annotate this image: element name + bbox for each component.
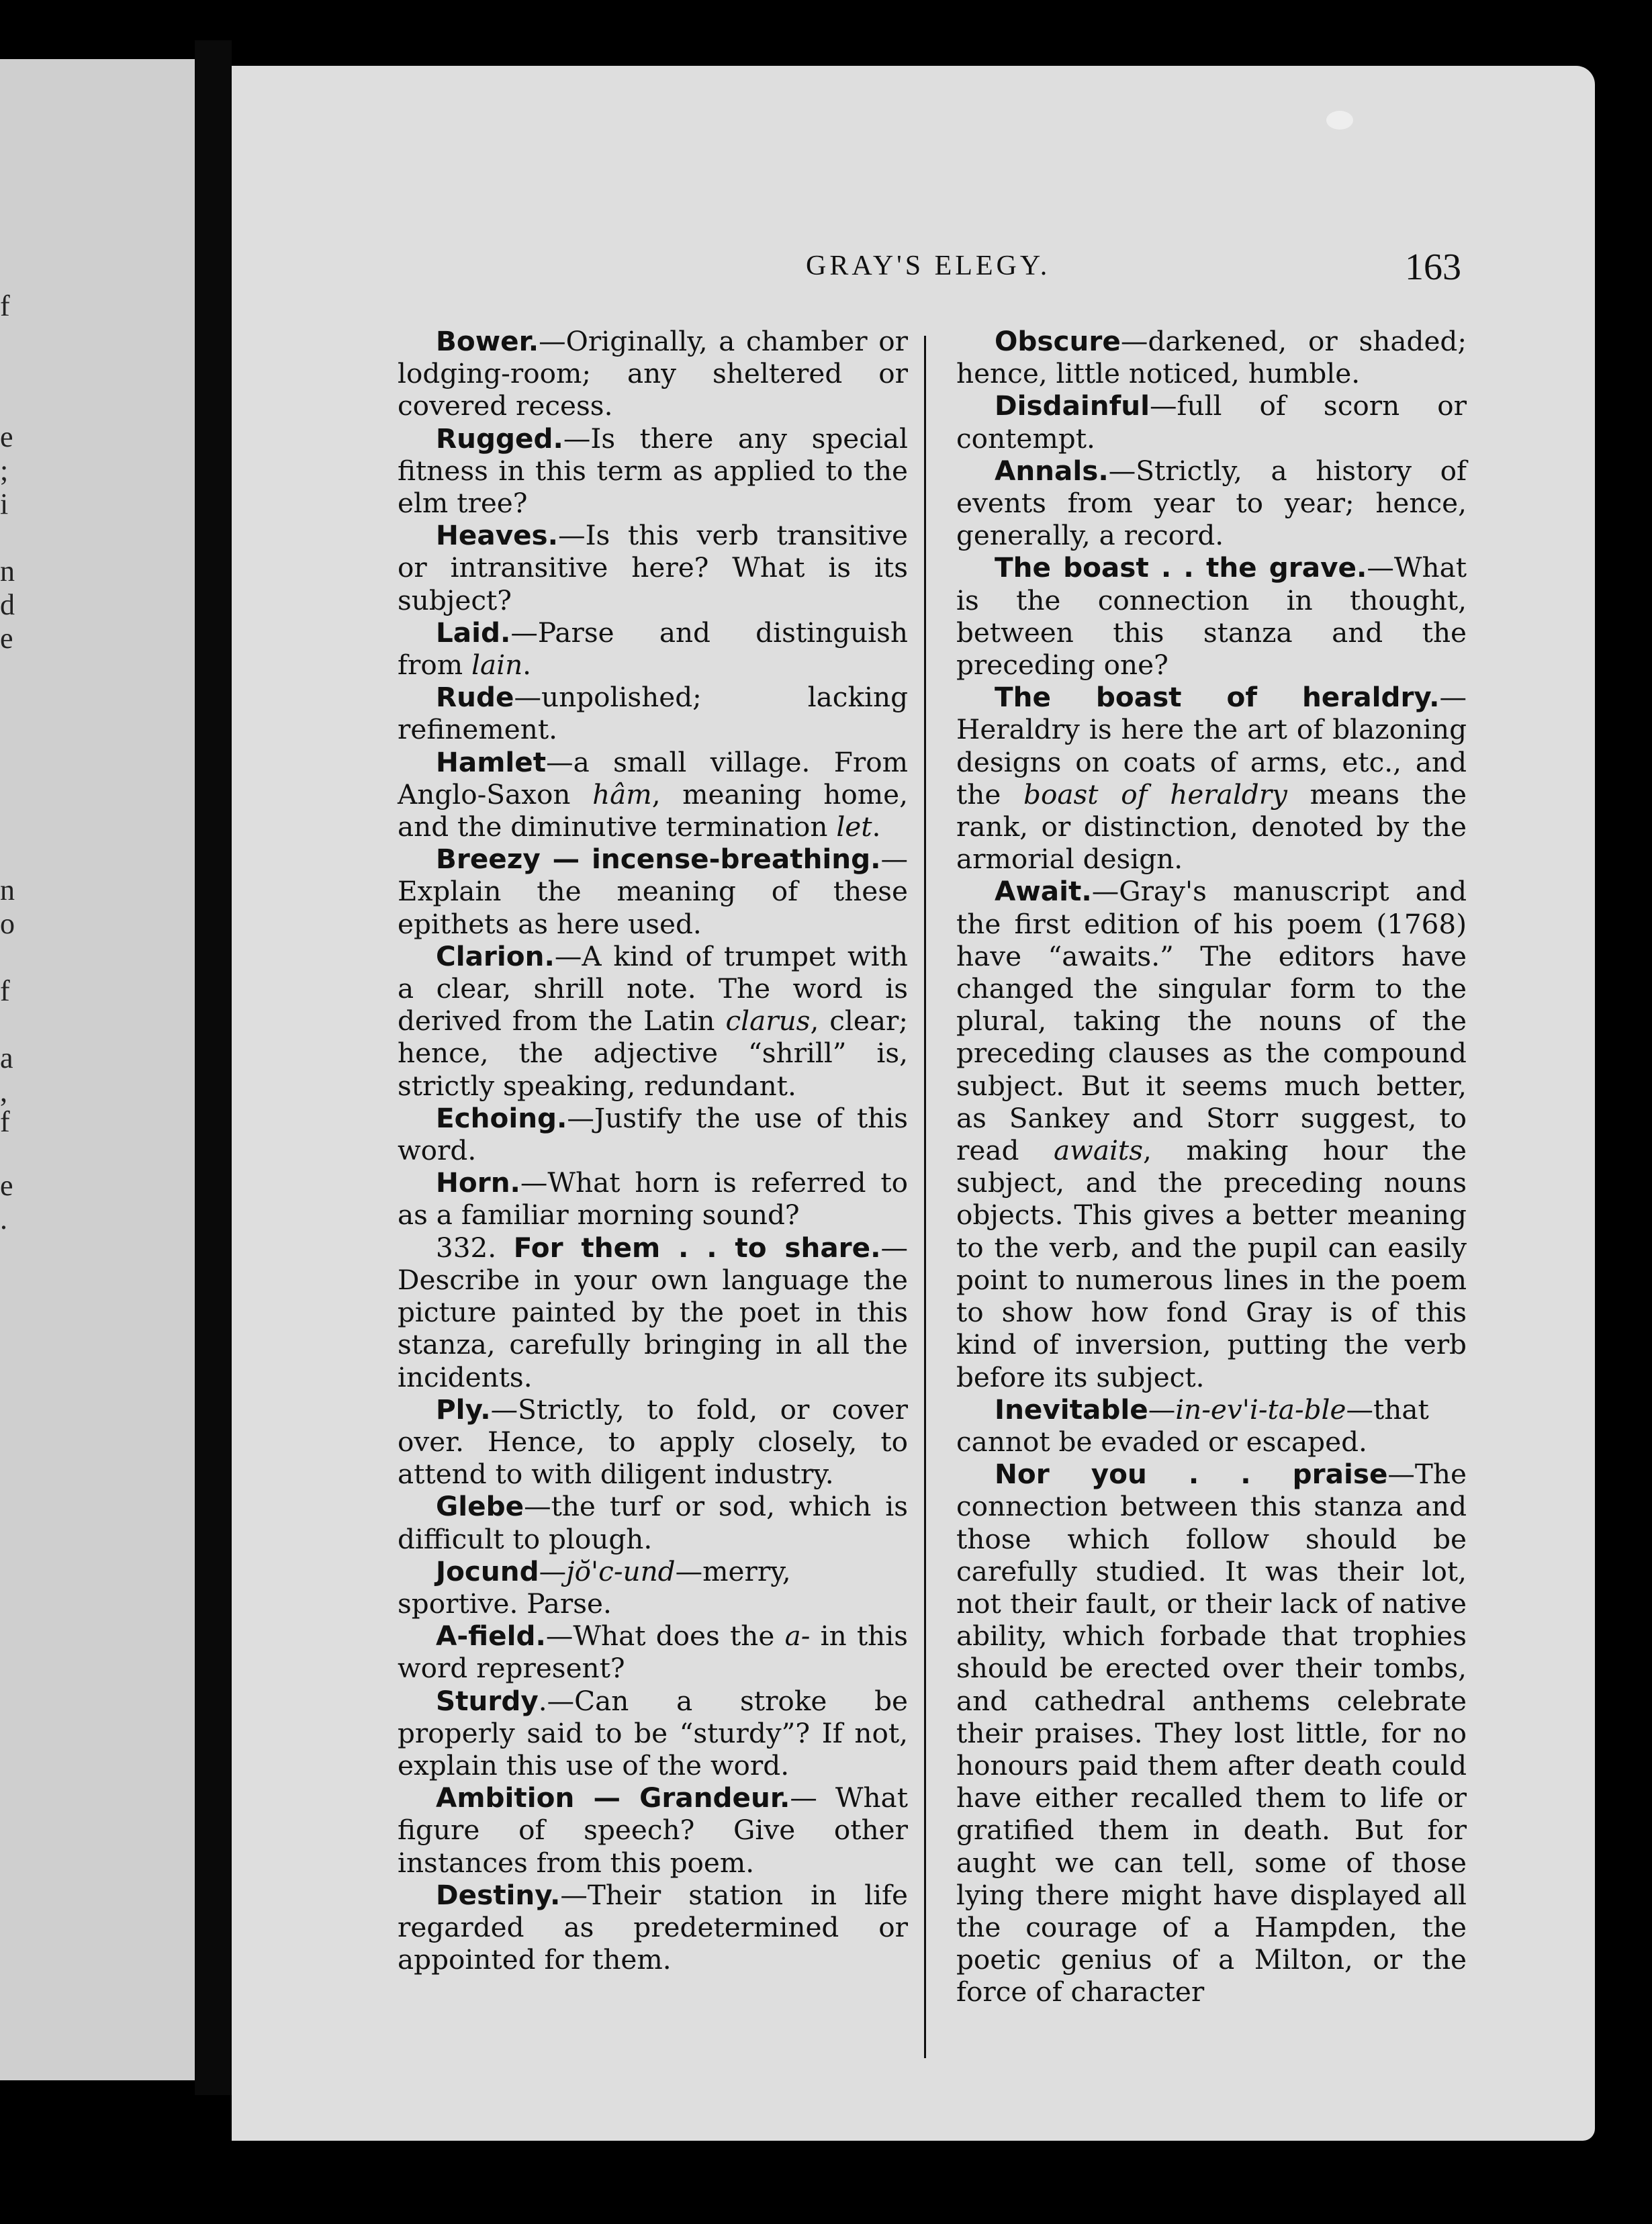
- entry-term: Glebe: [436, 1490, 524, 1523]
- left-column: [398, 325, 908, 1976]
- entry-term: Disdainful: [995, 389, 1150, 422]
- glossary-entry: [398, 1555, 908, 1620]
- entry-text: —Describe in your own language the picture painted by the poet in this stanza, carefully bringing in all the incidents.: [398, 1231, 908, 1393]
- entry-text: —Explain the meaning of these epithets as here used.: [398, 843, 908, 940]
- entry-text: .: [522, 649, 532, 682]
- entry-text: in this word represent?: [398, 1620, 908, 1685]
- column-rule: [924, 336, 926, 2058]
- entry-term: Horn.: [436, 1166, 520, 1199]
- left-page-fragment: ,: [0, 1075, 7, 1108]
- book-gutter: [195, 40, 232, 2095]
- entry-term: Bower.: [436, 325, 539, 357]
- entry-term: The boast of heraldry.: [995, 681, 1440, 714]
- left-page-fragment: f: [0, 289, 10, 322]
- entry-term: For them . . to share.: [513, 1231, 881, 1264]
- entry-term: Breezy — incense-breathing.: [436, 843, 881, 876]
- entry-text: —the turf or sod, which is difficult to plough.: [398, 1490, 908, 1555]
- glossary-entry: [956, 389, 1467, 454]
- entry-italic: a-: [784, 1620, 811, 1653]
- left-page-fragment: f: [0, 974, 10, 1007]
- entry-term: Hamlet: [436, 745, 547, 778]
- left-page-fragment: i: [0, 488, 9, 520]
- left-page-fragment: .: [0, 1203, 7, 1236]
- glossary-entry: [956, 455, 1467, 552]
- entry-text: , meaning home, and the diminutive termination: [398, 778, 908, 843]
- entry-text: .: [872, 810, 881, 843]
- glossary-entry: [398, 1490, 908, 1555]
- glossary-entry: [956, 325, 1467, 389]
- page-number: 163: [1405, 246, 1461, 288]
- entry-term: Sturdy: [436, 1684, 539, 1717]
- page-speck: [1326, 111, 1353, 130]
- glossary-entry: [398, 1232, 908, 1393]
- entry-term: Laid.: [436, 616, 511, 649]
- glossary-entry: [398, 422, 908, 520]
- left-page-fragment: e: [0, 622, 13, 655]
- entry-italic: clarus: [725, 1005, 811, 1037]
- entry-term: The boast . . the grave.: [995, 551, 1367, 584]
- glossary-entry: [398, 1393, 908, 1491]
- entry-text: —Originally, a chamber or lodging-room; any sheltered or covered recess.: [398, 325, 908, 422]
- left-page-fragment: f: [0, 1105, 10, 1138]
- entry-term: Ply.: [436, 1393, 491, 1426]
- entry-text: —a small village. From Anglo-Saxon: [398, 745, 908, 810]
- left-page-fragment: n: [0, 555, 15, 588]
- glossary-entry: [398, 681, 908, 745]
- entry-term: Echoing.: [436, 1101, 567, 1134]
- entry-term: Rude: [436, 681, 514, 714]
- glossary-entry: [956, 681, 1467, 875]
- entry-term: Inevitable: [995, 1393, 1148, 1426]
- left-page-fragment: e: [0, 1169, 13, 1202]
- glossary-entry: [398, 519, 908, 616]
- entry-text: —full of scorn or contempt.: [956, 389, 1467, 455]
- entry-text: —: [1148, 1393, 1176, 1426]
- right-column: [956, 325, 1467, 2008]
- left-page-fragment: n: [0, 874, 15, 907]
- glossary-entry: [398, 1685, 908, 1782]
- entry-text: — What figure of speech? Give other instances from this poem.: [398, 1781, 908, 1879]
- glossary-entry: [398, 843, 908, 940]
- entry-term: Annals.: [995, 454, 1109, 487]
- entry-term: Clarion.: [436, 939, 555, 972]
- entry-text: , making hour the subject, and the preceding nouns objects. This gives a better meaning to the verb, and the pupil can easily point to numerous lines in the poem to show how fond Gray is of this kind of inversion, putting the verb before its subject.: [956, 1134, 1467, 1393]
- entry-text: —Gray's manuscript and the first edition of his poem (1768) have “awaits.” The editors have changed the singular form to the plural, taking the nouns of the preceding clauses as the compound subject. But it seems much better, as Sankey and Storr suggest, to read: [956, 875, 1467, 1167]
- entry-term: Await.: [995, 875, 1092, 908]
- glossary-entry: [398, 940, 908, 1102]
- entry-text: —that cannot be evaded or escaped.: [956, 1393, 1429, 1458]
- entry-term: Ambition — Grandeur.: [436, 1781, 790, 1814]
- entry-italic: boast of heraldry: [1023, 778, 1287, 810]
- entry-italic: in-ev'i-ta-ble: [1175, 1393, 1346, 1426]
- glossary-entry: [956, 551, 1467, 681]
- left-page-edge: [0, 59, 195, 2080]
- entry-term: Obscure: [995, 325, 1121, 357]
- entry-text: —Their station in life regarded as predetermined or appointed for them.: [398, 1878, 908, 1976]
- entry-italic: hâm: [592, 778, 652, 810]
- entry-term: A-field.: [436, 1620, 546, 1653]
- left-page-fragment: d: [0, 588, 15, 621]
- glossary-entry: [398, 616, 908, 681]
- entry-italic: awaits: [1054, 1134, 1143, 1167]
- glossary-entry: [398, 1620, 908, 1684]
- entry-text: —Heraldry is here the art of blazoning designs on coats of arms, etc., and the: [956, 681, 1467, 810]
- entry-term: Nor you . . praise: [995, 1458, 1388, 1491]
- entry-text: means the rank, or distinction, denoted by the armorial design.: [956, 778, 1467, 876]
- entry-text: —Strictly, to fold, or cover over. Hence, to apply closely, to attend to with diligent industry.: [398, 1393, 908, 1491]
- entry-text: .—Can a stroke be properly said to be “sturdy”? If not, explain this use of the word.: [398, 1684, 908, 1781]
- glossary-entry: [956, 1458, 1467, 2008]
- entry-text: —Strictly, a history of events from year to year; hence, generally, a record.: [956, 454, 1467, 552]
- glossary-entry: [398, 1102, 908, 1166]
- entry-text: —unpolished; lacking refinement.: [398, 681, 908, 746]
- entry-text: , clear; hence, the adjective “shrill” is, strictly speaking, redundant.: [398, 1005, 909, 1102]
- entry-text: —Is this verb transitive or intransitive here? What is its subject?: [398, 519, 908, 616]
- entry-text: —Is there any special fitness in this term as applied to the elm tree?: [398, 422, 908, 520]
- running-title: GRAY'S ELEGY.: [806, 250, 1051, 281]
- glossary-entry: [398, 1166, 908, 1231]
- glossary-entry: [398, 1781, 908, 1879]
- glossary-entry: [398, 1879, 908, 1976]
- entry-term: Rugged.: [436, 422, 563, 455]
- entry-text: —What horn is referred to as a familiar morning sound?: [398, 1166, 908, 1232]
- entry-text: —Justify the use of this word.: [398, 1101, 908, 1167]
- entry-text: —merry, sportive. Parse.: [398, 1555, 791, 1620]
- entry-number: 332.: [436, 1231, 497, 1264]
- glossary-entry: [956, 1393, 1467, 1458]
- entry-text: —darkened, or shaded; hence, little noticed, humble.: [956, 325, 1467, 390]
- entry-text: —The connection between this stanza and those which follow should be carefully studied. It was their lot, not their fault, or their lack of native ability, which forbade that trophies should be erected over their tombs, and cathedral anthems celebrate their praises. They lost little, for no honours paid them after death could have either recalled them to life or gratified them in death. But for aught we can tell, some of those lying there might have displayed all the courage of a Hampden, the poetic genius of a Milton, or the force of character: [956, 1458, 1467, 2008]
- glossary-entry: [956, 875, 1467, 1393]
- left-page-fragment: ;: [0, 454, 9, 487]
- entry-text: —A kind of trumpet with a clear, shrill note. The word is derived from the Latin: [398, 939, 908, 1037]
- left-page-fragment: e: [0, 420, 13, 453]
- glossary-entry: [398, 746, 908, 843]
- entry-italic: jŏ'c-und: [566, 1555, 676, 1587]
- entry-text: —What does the: [545, 1620, 775, 1653]
- entry-text: —: [539, 1555, 567, 1587]
- entry-text: —What is the connection in thought, between this stanza and the preceding one?: [956, 551, 1467, 682]
- entry-term: Heaves.: [436, 519, 559, 552]
- entry-italic: let: [836, 810, 872, 843]
- entry-term: Destiny.: [436, 1878, 561, 1911]
- glossary-entry: [398, 325, 908, 422]
- left-page-fragment: a: [0, 1041, 13, 1074]
- entry-text: —Parse and distinguish from: [398, 616, 908, 682]
- left-page-fragment: o: [0, 907, 15, 940]
- entry-term: Jocund: [436, 1555, 539, 1587]
- entry-italic: lain: [471, 649, 523, 682]
